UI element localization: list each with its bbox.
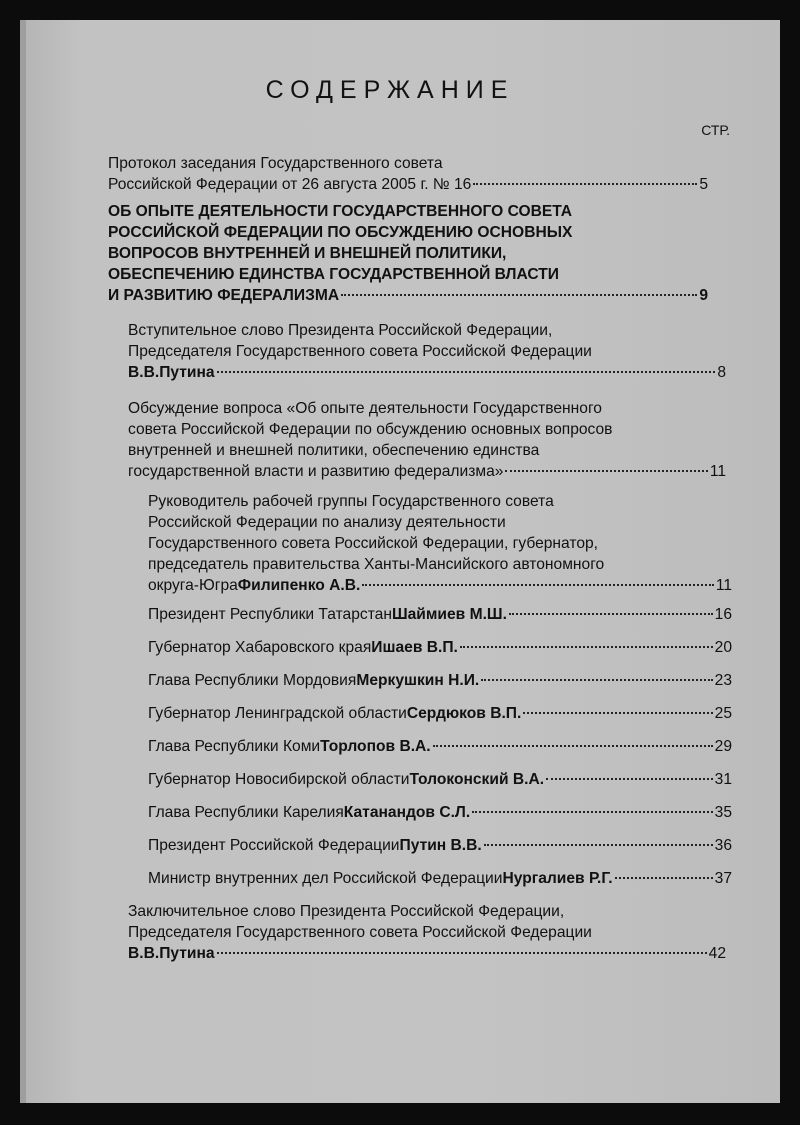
page-number: 5 <box>699 176 708 193</box>
toc-entry-main-topic[interactable] <box>108 201 708 306</box>
toc-entry-text: Глава Республики Коми <box>148 738 321 755</box>
page-number: 11 <box>709 463 726 480</box>
page-number: 35 <box>714 804 732 821</box>
toc-entry-text: Глава Республики Карелия <box>148 804 344 821</box>
toc-entry-text: Президент Российской Федерации <box>148 837 400 854</box>
toc-entry-line: ОБ ОПЫТЕ ДЕЯТЕЛЬНОСТИ ГОСУДАРСТВЕННОГО СОВЕТА <box>108 203 573 220</box>
toc-entry-line: совета Российской Федерации по обсуждению основных вопросов <box>128 421 613 438</box>
toc-entry-text: Российской Федерации от 26 августа 2005 г. № 16 <box>108 176 472 193</box>
page-number: 36 <box>714 837 732 854</box>
toc-entry-nurgaliev[interactable] <box>148 868 732 889</box>
dot-leader <box>217 371 716 373</box>
toc-entry-line: ВОПРОСОВ ВНУТРЕННЕЙ И ВНЕШНЕЙ ПОЛИТИКИ, <box>108 245 507 262</box>
toc-entry-text: Глава Республики Мордовия <box>148 672 357 689</box>
dot-leader <box>546 778 713 780</box>
toc-entry-line: Заключительное слово Президента Российской Федерации, <box>128 903 565 920</box>
document-page <box>20 20 780 1103</box>
toc-entry-line: Руководитель рабочей группы Государственного совета <box>148 493 554 510</box>
toc-entry-shaimiev[interactable] <box>148 604 732 625</box>
toc-entry-person: Меркушкин Н.И. <box>356 672 480 689</box>
dot-leader <box>217 952 707 954</box>
page-number: 11 <box>715 577 732 594</box>
dot-leader <box>472 811 712 813</box>
toc-entry-line: Государственного совета Российской Федерации, губернатор, <box>148 535 599 552</box>
toc-entry-text: Губернатор Хабаровского края <box>148 639 372 656</box>
toc-entry-line: Российской Федерации по анализу деятельности <box>148 514 506 531</box>
page-number: 31 <box>714 771 732 788</box>
toc-entry-line: председатель правительства Ханты-Мансийского автономного <box>148 556 605 573</box>
toc-entry-line: Обсуждение вопроса «Об опыте деятельности Государственного <box>128 400 602 417</box>
toc-entry-line: Протокол заседания Государственного совета <box>108 155 443 172</box>
toc-entry-discussion[interactable] <box>128 398 726 482</box>
toc-entry-line: ОБЕСПЕЧЕНИЮ ЕДИНСТВА ГОСУДАРСТВЕННОЙ ВЛАСТИ <box>108 266 559 283</box>
toc-entry-putin[interactable] <box>148 835 732 856</box>
toc-entry-tolokonsky[interactable] <box>148 769 732 790</box>
toc-entry-opening-speech[interactable] <box>128 320 726 383</box>
toc-entry-line: Председателя Государственного совета Российской Федерации <box>128 924 592 941</box>
toc-entry-text: Президент Республики Татарстан <box>148 606 392 623</box>
toc-entry-person: В.В.Путина <box>128 945 215 962</box>
toc-entry-closing-speech[interactable] <box>128 901 726 964</box>
toc-entry-person: Торлопов В.А. <box>320 738 431 755</box>
dot-leader <box>505 470 707 472</box>
toc-entry-line: Вступительное слово Президента Российской Федерации, <box>128 322 553 339</box>
dot-leader <box>481 679 712 681</box>
toc-entry-line: внутренней и внешней политики, обеспечению единства <box>128 442 540 459</box>
page-number: 29 <box>714 738 732 755</box>
toc-entry-merkushkin[interactable] <box>148 670 732 691</box>
dot-leader <box>433 745 713 747</box>
toc-entry-protocol[interactable] <box>108 153 708 195</box>
dot-leader <box>509 613 713 615</box>
toc-entry-person: Толоконский В.А. <box>409 771 545 788</box>
dot-leader <box>484 844 713 846</box>
toc-entry-text: государственной власти и развитию федерализма» <box>128 463 504 480</box>
dot-leader <box>362 584 713 586</box>
page-number: 16 <box>714 606 732 623</box>
toc-entry-text: округа-Югра <box>148 577 238 594</box>
toc-entry-person: Путин В.В. <box>399 837 482 854</box>
toc-entry-person: Катанандов С.Л. <box>343 804 471 821</box>
toc-entry-text: Губернатор Новосибирской области <box>148 771 410 788</box>
page-number: 9 <box>699 287 708 304</box>
toc-entry-filipenko[interactable] <box>148 491 732 596</box>
toc-entry-person: Ишаев В.П. <box>371 639 458 656</box>
toc-entry-person: В.В.Путина <box>128 364 215 381</box>
toc-entry-text: Губернатор Ленинградской области <box>148 705 407 722</box>
page-title: СОДЕРЖАНИЕ <box>265 76 515 104</box>
dot-leader <box>341 294 697 296</box>
toc-entry-text: Министр внутренних дел Российской Федерации <box>148 870 503 887</box>
toc-entry-ishaev[interactable] <box>148 637 732 658</box>
toc-entry-torlopov[interactable] <box>148 736 732 757</box>
page-number: 25 <box>714 705 732 722</box>
dot-leader <box>523 712 712 714</box>
toc-entry-text: И РАЗВИТИЮ ФЕДЕРАЛИЗМА <box>108 287 340 304</box>
page-number: 8 <box>717 364 726 381</box>
page-number: 42 <box>708 945 726 962</box>
toc-entry-line: РОССИЙСКОЙ ФЕДЕРАЦИИ ПО ОБСУЖДЕНИЮ ОСНОВНЫХ <box>108 224 573 241</box>
toc-entry-katanandov[interactable] <box>148 802 732 823</box>
toc-entry-line: Председателя Государственного совета Российской Федерации <box>128 343 592 360</box>
page-number: 23 <box>714 672 732 689</box>
dot-leader <box>460 646 713 648</box>
page-number: 20 <box>714 639 732 656</box>
toc-entry-person: Шаймиев М.Ш. <box>391 606 507 623</box>
toc-entry-person: Нургалиев Р.Г. <box>502 870 613 887</box>
page-column-label: СТР. <box>701 122 730 138</box>
toc-entry-person: Сердюков В.П. <box>406 705 522 722</box>
toc-entry-serdyukov[interactable] <box>148 703 732 724</box>
toc-entry-person: Филипенко А.В. <box>237 577 361 594</box>
page-number: 37 <box>714 870 732 887</box>
dot-leader <box>615 877 713 879</box>
dot-leader <box>473 183 697 185</box>
